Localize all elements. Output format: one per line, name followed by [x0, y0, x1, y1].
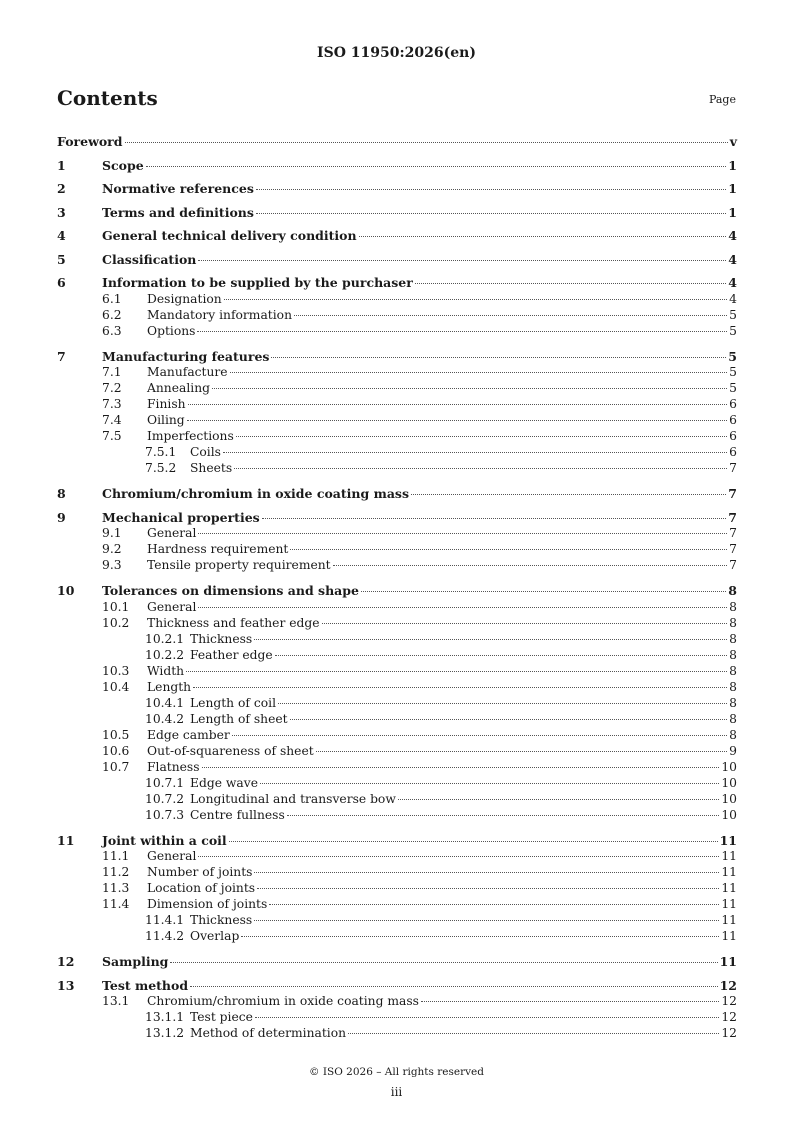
toc-entry-title: Normative references: [102, 181, 254, 196]
toc-entry[interactable]: [57, 807, 737, 823]
toc-entry-number: 10.2.1: [145, 631, 185, 646]
toc-entry-title: Test method: [102, 977, 189, 993]
toc-entry-title: General technical delivery condition: [102, 228, 357, 243]
toc-entry-number: 10.6: [102, 743, 130, 758]
dot-leader: [198, 856, 719, 857]
toc-entry-page: 12: [721, 1026, 737, 1040]
toc-entry-title: Length of coil: [190, 695, 277, 710]
toc-entry-title: Thickness: [190, 913, 253, 927]
toc-entry-page: 10: [721, 791, 737, 806]
dot-leader: [257, 888, 719, 889]
toc-entry[interactable]: [57, 615, 737, 631]
toc-entry-page: 4: [728, 275, 737, 290]
toc-entry-page: 6: [729, 429, 737, 443]
toc-entry-page: 5: [729, 323, 737, 338]
toc-entry-number: 13: [57, 977, 75, 993]
toc-entry-number: 10.7: [102, 759, 130, 774]
dot-leader: [193, 687, 727, 688]
toc-entry[interactable]: [57, 647, 737, 663]
toc-entry-page: 4: [728, 228, 737, 243]
toc-entry-page: 11: [721, 849, 737, 863]
dot-leader: [348, 1033, 719, 1034]
toc-entry-number: 9.1: [102, 526, 122, 540]
dot-leader: [322, 623, 728, 624]
toc-entry-number: 7.1: [102, 365, 122, 379]
toc-entry-page: 11: [721, 913, 737, 927]
toc-entry-page: 12: [719, 977, 737, 993]
dot-leader: [170, 962, 717, 963]
toc-entry-number: 10.2: [102, 615, 130, 630]
toc-entry-number: 7.3: [102, 397, 122, 411]
toc-entry-page: 11: [719, 832, 737, 848]
toc-entry-title: Test piece: [190, 1010, 253, 1024]
toc-entry[interactable]: [57, 307, 737, 323]
toc-entry-title: Edge wave: [190, 775, 258, 790]
dot-leader: [256, 213, 726, 214]
toc-entry[interactable]: [57, 396, 737, 412]
toc-entry-page: 9: [729, 743, 737, 758]
dot-leader: [254, 920, 719, 921]
toc-entry-number: 7: [57, 348, 66, 364]
toc-entry-number: 2: [57, 181, 66, 196]
toc-entry[interactable]: [57, 679, 737, 695]
toc-entry-title: Finish: [147, 397, 186, 411]
toc-entry-page: 7: [728, 509, 737, 525]
toc-entry[interactable]: [57, 775, 737, 791]
toc-entry[interactable]: [57, 631, 737, 647]
dot-leader: [254, 639, 727, 640]
dot-leader: [197, 331, 727, 332]
toc-entry-number: 11.4.1: [145, 913, 185, 927]
toc-entry-number: 7.5.2: [145, 461, 177, 475]
toc-entry-number: 10.7.2: [145, 791, 185, 806]
toc-entry-number: 10.4: [102, 679, 130, 694]
dot-leader: [316, 751, 727, 752]
toc-entry-page: 4: [728, 251, 737, 267]
toc-entry-number: 7.2: [102, 381, 122, 395]
toc-entry-number: 11.3: [102, 881, 130, 895]
dot-leader: [271, 357, 726, 358]
toc-entry-title: Sheets: [190, 461, 233, 475]
toc-entry-title: Terms and definitions: [102, 204, 254, 220]
toc-entry-page: 8: [729, 679, 737, 694]
dot-leader: [333, 565, 728, 566]
toc-entry[interactable]: [57, 428, 737, 444]
toc-entry-number: 10.2.2: [145, 647, 185, 662]
toc-entry-page: 7: [729, 542, 737, 556]
dot-leader: [224, 299, 727, 300]
toc-entry-title: Manufacturing features: [102, 348, 270, 364]
dot-leader: [415, 283, 726, 284]
toc-entry-title: Tolerances on dimensions and shape: [102, 583, 359, 598]
toc-entry-number: 6.1: [102, 291, 122, 306]
toc-entry-title: Centre fullness: [190, 807, 285, 822]
toc-entry-title: Information to be supplied by the purchaser: [102, 275, 413, 290]
toc-entry-page: 4: [729, 291, 737, 306]
toc-entry-title: Thickness and feather edge: [147, 615, 320, 630]
toc-entry-number: 11.1: [102, 849, 130, 863]
toc-entry[interactable]: [57, 525, 737, 541]
toc-entry-title: General: [147, 526, 197, 540]
toc-entry-page: 11: [721, 881, 737, 895]
toc-entry[interactable]: [57, 599, 737, 615]
dot-leader: [188, 404, 728, 405]
toc-entry[interactable]: [57, 557, 737, 573]
toc-entry[interactable]: [57, 380, 737, 396]
toc-entry-number: 3: [57, 204, 66, 220]
toc-entry[interactable]: [57, 993, 737, 1009]
toc-entry-number: 10.4.2: [145, 711, 185, 726]
dot-leader: [223, 452, 727, 453]
dot-leader: [290, 549, 727, 550]
toc-entry-number: 1: [57, 157, 66, 173]
toc-entry[interactable]: [57, 743, 737, 759]
toc-entry-number: 6.2: [102, 307, 122, 322]
dot-leader: [278, 703, 727, 704]
toc-entry[interactable]: [57, 224, 737, 248]
toc-entry-page: 11: [721, 929, 737, 943]
toc-entry-number: 4: [57, 228, 66, 243]
toc-entry-number: 11.4.2: [145, 929, 185, 943]
toc-entry[interactable]: [57, 412, 737, 428]
dot-leader: [254, 872, 719, 873]
dot-leader: [269, 904, 719, 905]
toc-entry-page: v: [729, 134, 737, 149]
dot-leader: [234, 468, 727, 469]
toc-entry-page: 8: [729, 711, 737, 726]
toc-entry-page: 8: [729, 647, 737, 662]
toc-entry-page: 6: [729, 397, 737, 411]
toc-entry-number: 10.7.3: [145, 807, 185, 822]
page-number: iii: [390, 1085, 403, 1099]
toc-entry-title: Chromium/chromium in oxide coating mass: [147, 994, 419, 1008]
dot-leader: [232, 735, 727, 736]
toc-entry-title: Annealing: [147, 381, 210, 395]
toc-entry-number: 7.5.1: [145, 445, 177, 459]
toc-entry[interactable]: [57, 201, 737, 225]
dot-leader: [198, 607, 727, 608]
dot-leader: [186, 671, 727, 672]
toc-entry-title: Location of joints: [147, 881, 256, 895]
dot-leader: [359, 236, 727, 237]
toc-entry-title: Manufacture: [147, 365, 228, 379]
toc-entry-title: General: [147, 849, 197, 863]
contents-title: Contents: [57, 86, 158, 110]
document-id-header: ISO 11950:2026(en): [317, 45, 476, 61]
toc-entry-title: Designation: [147, 291, 222, 306]
toc-entry[interactable]: [57, 912, 737, 928]
toc-entry-page: 6: [729, 413, 737, 427]
toc-entry-page: 10: [721, 807, 737, 822]
toc-entry-page: 8: [729, 615, 737, 630]
toc-entry-number: 8: [57, 486, 66, 501]
toc-entry[interactable]: [57, 727, 737, 743]
toc-entry-number: 10.5: [102, 727, 130, 742]
toc-entry-number: 10.3: [102, 663, 130, 678]
toc-entry-title: Options: [147, 323, 196, 338]
dot-leader: [421, 1001, 719, 1002]
dot-leader: [212, 388, 727, 389]
toc-entry-title: Thickness: [190, 631, 253, 646]
dot-leader: [262, 518, 727, 519]
toc-entry-title: Coils: [190, 445, 221, 459]
toc-entry-number: 12: [57, 954, 75, 969]
toc-entry-page: 1: [728, 204, 737, 220]
toc-entry-title: Method of determination: [190, 1026, 347, 1040]
toc-entry-title: Tensile property requirement: [147, 558, 331, 572]
toc-entry-title: Sampling: [102, 954, 169, 969]
toc-entry[interactable]: [57, 695, 737, 711]
toc-entry-title: Flatness: [147, 759, 200, 774]
toc-entry[interactable]: [57, 364, 737, 380]
toc-entry-page: 10: [721, 759, 737, 774]
dot-leader: [275, 655, 727, 656]
toc-entry[interactable]: [57, 1025, 737, 1041]
toc-entry-page: 11: [719, 954, 737, 969]
toc-entry-title: Scope: [102, 157, 144, 173]
dot-leader: [361, 591, 726, 592]
toc-entry-page: 8: [728, 583, 737, 598]
dot-leader: [255, 1017, 719, 1018]
toc-entry[interactable]: [57, 663, 737, 679]
toc-entry-number: 10: [57, 583, 75, 598]
toc-entry-page: 8: [729, 695, 737, 710]
toc-entry[interactable]: [57, 482, 737, 506]
toc-entry-title: Mandatory information: [147, 307, 292, 322]
toc-entry-number: 6: [57, 275, 66, 290]
toc-entry[interactable]: [57, 711, 737, 727]
dot-leader: [260, 783, 719, 784]
toc-entry-title: Oiling: [147, 413, 185, 427]
toc-entry-title: Longitudinal and transverse bow: [190, 791, 396, 806]
toc-entry-title: Width: [147, 663, 185, 678]
toc-entry[interactable]: [57, 759, 737, 775]
toc-entry[interactable]: [57, 154, 737, 178]
toc-entry-title: Out-of-squareness of sheet: [147, 743, 314, 758]
dot-leader: [229, 841, 718, 842]
toc-entry-number: 11.2: [102, 865, 130, 879]
toc-entry-number: 6.3: [102, 323, 122, 338]
toc-entry-title: Hardness requirement: [147, 542, 289, 556]
toc-entry[interactable]: [57, 444, 737, 460]
toc-entry[interactable]: [57, 848, 737, 864]
toc-entry-page: 7: [728, 486, 737, 501]
toc-entry-page: 7: [729, 526, 737, 540]
dot-leader: [256, 189, 726, 190]
toc-entry-title: Classification: [102, 251, 197, 267]
dot-leader: [294, 315, 727, 316]
dot-leader: [230, 372, 728, 373]
toc-entry-number: 11: [57, 832, 75, 848]
dot-leader: [125, 142, 728, 143]
toc-entry[interactable]: [57, 323, 737, 339]
toc-entry[interactable]: [57, 950, 737, 974]
dot-leader: [287, 815, 720, 816]
dot-leader: [398, 799, 719, 800]
toc-entry[interactable]: [57, 130, 737, 154]
toc-entry-page: 5: [729, 381, 737, 395]
toc-entry-title: Joint within a coil: [102, 832, 227, 848]
toc-entry-number: 13.1: [102, 994, 130, 1008]
toc-entry[interactable]: [57, 460, 737, 476]
toc-entry-title: Overlap: [190, 929, 240, 943]
dot-leader: [146, 166, 727, 167]
toc-entry[interactable]: [57, 1009, 737, 1025]
table-of-contents: [57, 130, 737, 1041]
toc-entry-number: 13.1.2: [145, 1026, 185, 1040]
toc-entry-number: 9.3: [102, 558, 122, 572]
toc-entry[interactable]: [57, 541, 737, 557]
toc-entry-number: 7.5: [102, 429, 122, 443]
copyright-notice: © ISO 2026 – All rights reserved: [309, 1066, 484, 1078]
toc-entry-title: Length: [147, 679, 192, 694]
toc-entry-title: Foreword: [57, 134, 123, 149]
toc-entry[interactable]: [57, 791, 737, 807]
toc-entry-page: 6: [729, 445, 737, 459]
toc-entry-title: Number of joints: [147, 865, 253, 879]
toc-entry-page: 7: [729, 558, 737, 572]
dot-leader: [187, 420, 728, 421]
toc-entry-number: 7.4: [102, 413, 122, 427]
toc-entry[interactable]: [57, 248, 737, 272]
dot-leader: [198, 260, 726, 261]
toc-entry-title: General: [147, 599, 197, 614]
toc-entry[interactable]: [57, 928, 737, 944]
toc-entry-title: Imperfections: [147, 429, 234, 443]
toc-entry-page: 8: [729, 663, 737, 678]
toc-entry-page: 8: [729, 599, 737, 614]
toc-entry-page: 1: [728, 181, 737, 196]
toc-entry-title: Feather edge: [190, 647, 273, 662]
dot-leader: [290, 719, 728, 720]
toc-entry-page: 5: [729, 365, 737, 379]
toc-entry-number: 9.2: [102, 542, 122, 556]
toc-entry-number: 10.1: [102, 599, 130, 614]
toc-entry-page: 10: [721, 775, 737, 790]
toc-entry[interactable]: [57, 896, 737, 912]
dot-leader: [411, 494, 726, 495]
toc-entry-number: 10.7.1: [145, 775, 185, 790]
toc-entry-page: 11: [721, 897, 737, 911]
dot-leader: [236, 436, 727, 437]
toc-entry-page: 12: [721, 1010, 737, 1024]
toc-entry-page: 5: [728, 348, 737, 364]
toc-entry-number: 11.4: [102, 897, 130, 911]
toc-entry-page: 8: [729, 727, 737, 742]
toc-entry-number: 9: [57, 509, 66, 525]
dot-leader: [190, 986, 717, 987]
toc-entry-title: Chromium/chromium in oxide coating mass: [102, 486, 410, 501]
toc-entry[interactable]: [57, 880, 737, 896]
toc-entry-title: Dimension of joints: [147, 897, 268, 911]
toc-entry-page: 8: [729, 631, 737, 646]
toc-entry-page: 1: [728, 157, 737, 173]
toc-entry-number: 13.1.1: [145, 1010, 185, 1024]
toc-entry-page: 5: [729, 307, 737, 322]
toc-entry-page: 12: [721, 994, 737, 1008]
toc-entry[interactable]: [57, 177, 737, 201]
toc-entry-title: Edge camber: [147, 727, 230, 742]
toc-entry[interactable]: [57, 864, 737, 880]
page-column-label: Page: [708, 93, 736, 106]
toc-entry-number: 10.4.1: [145, 695, 185, 710]
toc-entry-number: 5: [57, 251, 66, 267]
toc-entry-page: 7: [729, 461, 737, 475]
toc-entry-title: Length of sheet: [190, 711, 288, 726]
toc-entry-page: 11: [721, 865, 737, 879]
dot-leader: [198, 533, 727, 534]
dot-leader: [202, 767, 720, 768]
toc-entry-title: Mechanical properties: [102, 509, 260, 525]
dot-leader: [241, 936, 719, 937]
